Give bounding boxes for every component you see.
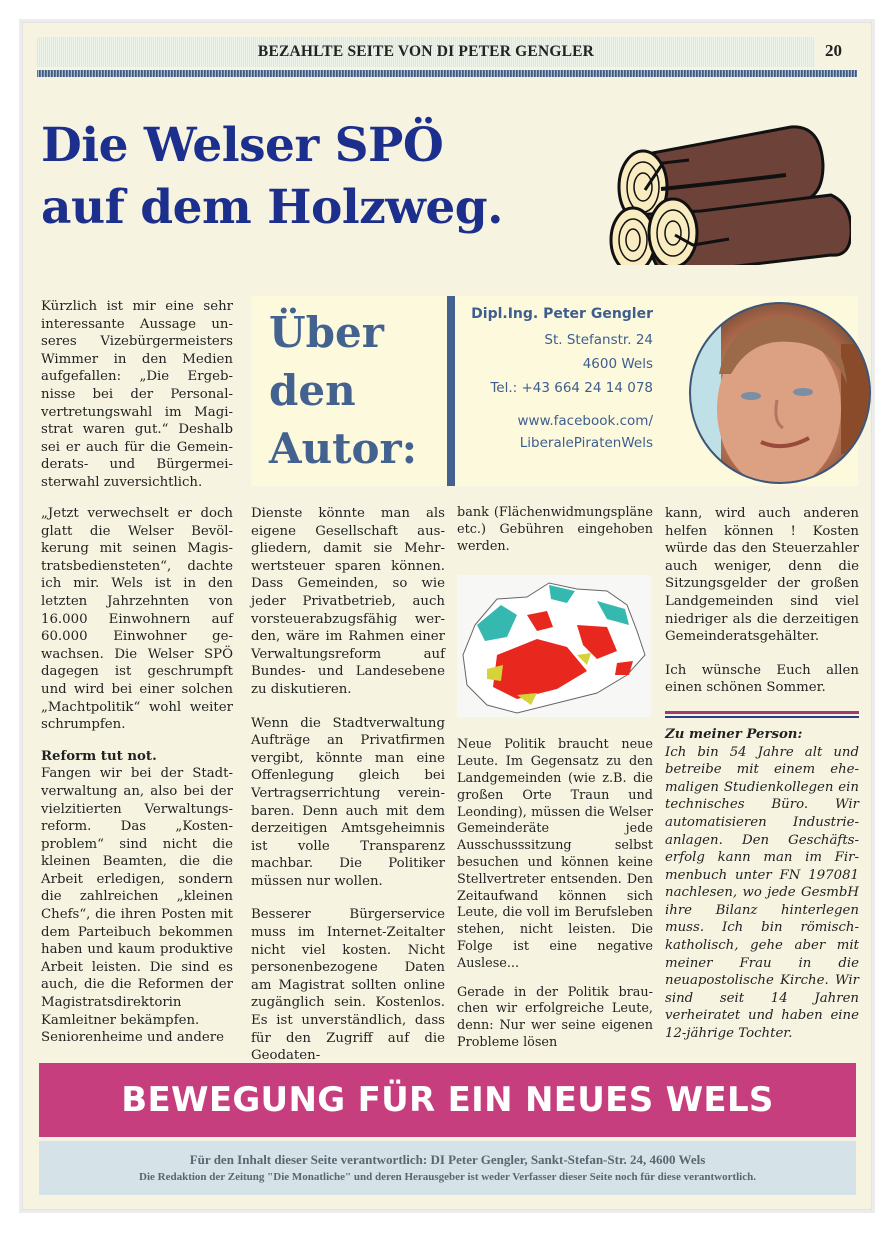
page-number: 20: [825, 41, 842, 60]
author-website-line-2[interactable]: LiberalePiratenWels: [519, 435, 653, 451]
author-phone: Tel.: +43 664 24 14 078: [490, 380, 653, 396]
author-divider: [447, 296, 455, 486]
paragraph-6: Neue Politik braucht neue Leute. Im Gegensatz zu den Landgemeinden (wie z.B. die großen Orte Traun und Leonding), müssen die Welser Gemeinderäte jede Ausschusssitzung selbst besuchen und können keine Stellvertreter entsenden. Den Zeitaufwand können sich Leute, die voll im Berufsleben stehen, nicht leisten. Die Folge ist eine negative Auslese...: [457, 737, 653, 971]
author-name: Dipl.Ing. Peter Gengler: [471, 306, 653, 322]
article-column-1: [41, 505, 233, 1047]
person-heading: Zu meiner Person:: [665, 726, 803, 742]
zoning-map-image: [457, 575, 651, 717]
paragraph-1: „Jetzt verwechselt er doch glatt die Welser Bevölkerung mit seinen Magistratsbediensteten“, dachte ich mir. Wels ist in den letzten Jahrzehnten von 16.000 Einwohnern auf 60.000 Einwohner gewachsen. Die Welser SPÖ dagegen ist geschrumpft und wird bei einer solchen „Machtpolitik“ wohl weiter schrumpfen.: [41, 506, 233, 733]
author-city: 4600 Wels: [582, 356, 653, 372]
author-heading-line-2: den: [269, 366, 356, 415]
author-box: [251, 296, 858, 486]
author-contact: [457, 306, 653, 454]
headline-line-1: Die Welser SPÖ: [41, 118, 444, 173]
movement-banner: BEWEGUNG FÜR EIN NEUES WELS: [39, 1063, 856, 1137]
divider-line-blue: [665, 716, 859, 718]
paragraph-3-start: Seniorenheime und andere: [41, 1030, 224, 1046]
intro-paragraph: Kürzlich ist mir eine sehr interessante Aussage unseres Vizebürgermeisters Wimmer in den Medien aufgefallen: „Die Ergebnisse bei der Personalvertretungswahl im Magistrat waren gut.“ Deshalb sei er auch für die Gemeinderats- und Bürgermeisterwahl zuversichtlich.: [41, 299, 233, 490]
footer-responsibility: Für den Inhalt dieser Seite verantwortlich: DI Peter Gengler, Sankt-Stefan-Str. 24, 4600 Wels: [189, 1152, 706, 1167]
paragraph-5-continued: bank (Flächenwidmungspläne etc.) Gebühren eingehoben werden.: [457, 505, 653, 554]
headline-line-2: auf dem Holzweg.: [41, 180, 503, 235]
author-photo: [689, 302, 871, 484]
author-heading-line-1: Über: [269, 308, 384, 357]
article-intro: [41, 298, 233, 492]
paragraph-4: Wenn die Stadtverwaltung Aufträge an Privatfirmen vergibt, könnte man eine Offenlegung gleich bei Vertragserrichtung vereinbaren. Denn auch mit dem derzeitigen Amtsgeheimnis ist volle Transparenz machbar. Die Politiker müssen nur wollen.: [251, 715, 445, 889]
paragraph-5: Besserer Bürgerservice muss im Internet-Zeitalter nicht viel kosten. Nicht personenbezogene Daten am Magistrat sollten online zugänglich sein. Kostenlos. Es ist unverständlich, dass für den Zugriff auf die Geodaten-: [251, 907, 445, 1064]
article-column-2: [251, 505, 445, 1065]
paragraph-7-continued: kann, wird auch anderen helfen können ! Kosten würde das den Steuerzahler auch weniger, denn die Sitzungsgelder der großen Landgemeinden sind viel niedriger als die derzeitigen Gemeinderatsgehälter.: [665, 506, 859, 645]
author-heading-line-3: Autor:: [269, 424, 418, 473]
header-title: BEZAHLTE SEITE VON DI PETER GENGLER: [257, 43, 595, 60]
author-street: St. Stefanstr. 24: [544, 332, 653, 348]
author-website[interactable]: [457, 410, 653, 454]
header-rule: [37, 70, 857, 77]
paragraph-7: Gerade in der Politik brauchen wir erfolgreiche Leute, denn: Nur wer seine eigenen Probleme lösen: [457, 984, 653, 1050]
newspaper-page: [22, 22, 872, 1210]
paragraph-2: Fangen wir bei der Stadtverwaltung an, also bei der vielzitierten Verwaltungsreform. Das „Kostenproblem“ sind nicht die kleinen Beamten, die die Arbeit erledigen, sondern die zahlreichen „kleinen Chefs“, die ihren Posten mit dem Parteibuch bekommen haben und kaum produktive Arbeit leisten. Die sind es auch, die die Reformen der Magistratsdirektorin Kamleitner bekämpfen.: [41, 766, 233, 1028]
wood-logs-icon: [601, 105, 851, 265]
author-website-line-1[interactable]: www.facebook.com/: [517, 413, 653, 429]
footer-disclaimer: Die Redaktion der Zeitung "Die Monatliche" und deren Herausgeber ist weder Verfasser dieser Seite noch für diese verantwortlich.: [139, 1171, 756, 1183]
person-text: Ich bin 54 Jahre alt und betreibe mit einem ehemaligen Studienkollegen ein technisches Büro. Wir automatisieren Industrieanlagen. Den Geschäftserfolg kann man im Firmenbuch unter FN 197081 nachlesen, wo jede GesmbH ihre Bilanz hinterlegen muss. Ich bin römisch-katholisch, gehe aber mit meiner Frau in die neuapostolische Kirche. Wir sind seit 14 Jahren verheiratet und haben eine 12-jährige Tochter.: [665, 744, 859, 1042]
legal-footer: [39, 1141, 856, 1195]
subheading-reform: Reform tut not.: [41, 748, 157, 764]
headline: [41, 115, 503, 239]
article-column-3: [457, 505, 653, 1052]
author-heading: [269, 304, 417, 478]
closing-paragraph: Ich wünsche Euch allen einen schönen Sommer.: [665, 662, 859, 696]
article-column-4: [665, 505, 859, 1043]
section-divider: [665, 711, 859, 718]
divider-line-pink: [665, 711, 859, 714]
paragraph-3-continued: Dienste könnte man als eigene Gesellschaft ausgliedern, damit sie Mehrwertsteuer sparen können. Dass Gemeinden, so wie jeder Privatbetrieb, auch vorsteuerabzugsfähig werden, wäre im Rahmen einer Verwaltungsreform auf Bundes- und Landesebene zu diskutieren.: [251, 506, 445, 697]
